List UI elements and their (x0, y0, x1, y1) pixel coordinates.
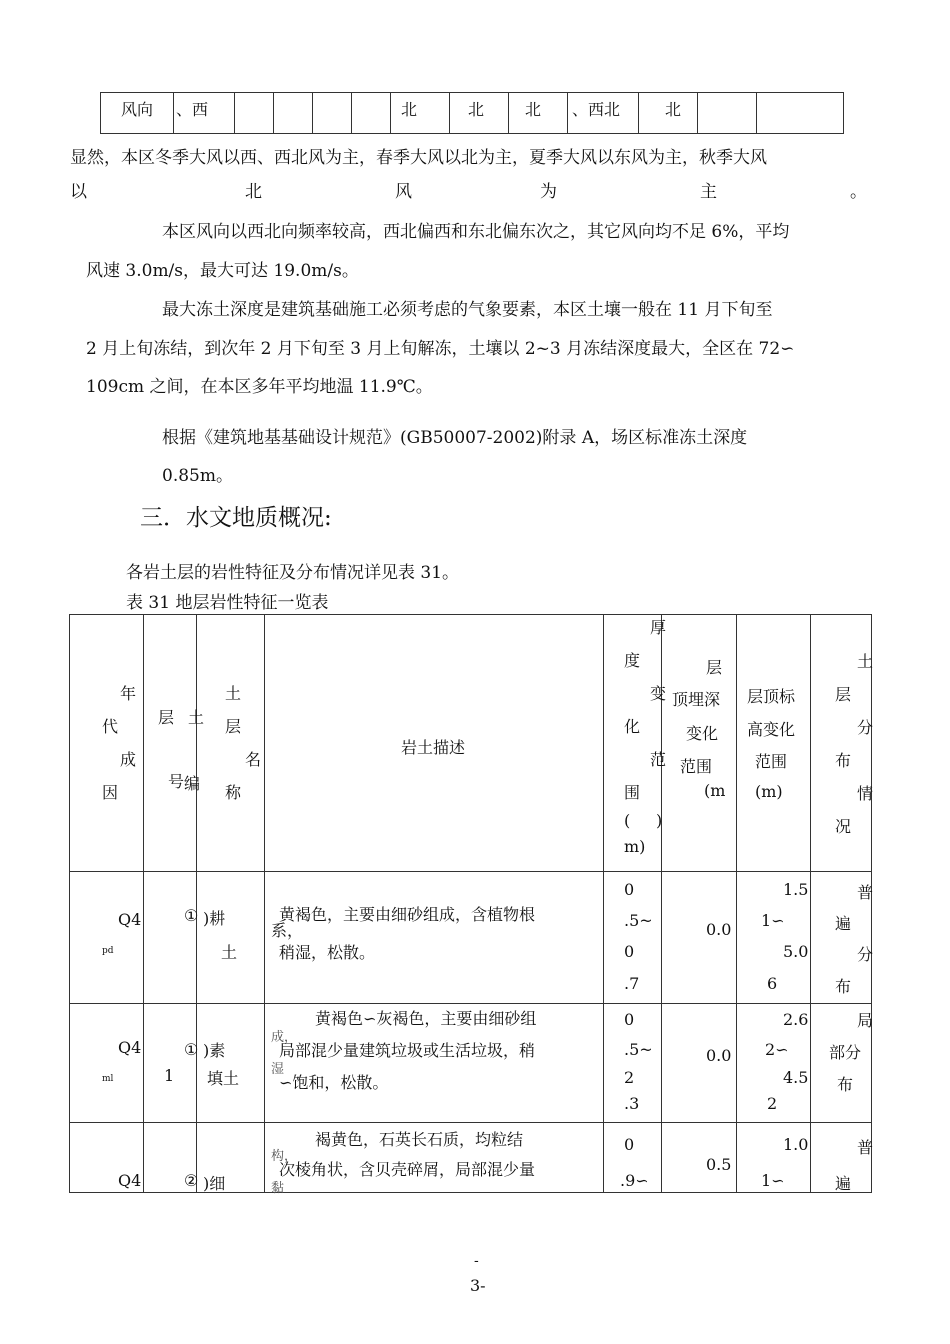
table-caption: 表 31 地层岩性特征一览表 (126, 593, 329, 613)
thickness-text: .9∽ (620, 1171, 649, 1190)
layer-no-text: 1 (164, 1066, 175, 1085)
header-layer-no (144, 615, 205, 872)
distribution-text: 布 (835, 977, 852, 996)
row-distribution (811, 1123, 872, 1193)
header-distribution-text: 布 (835, 751, 852, 770)
table-row (70, 872, 872, 1004)
elevation-text: 1∽ (761, 911, 785, 930)
header-age-text: 代 (102, 717, 119, 736)
header-thickness-text: 范 (650, 750, 667, 769)
soil-name-text: )耕 (203, 909, 226, 928)
row-distribution (811, 872, 872, 1004)
row-soil-name (184, 872, 265, 1004)
header-distribution-text: 分 (857, 718, 874, 737)
row-soil-name (184, 1123, 265, 1193)
thickness-text: 2 (624, 1068, 635, 1087)
description-text: ∽饱和，松散。 (279, 1073, 389, 1092)
table-row (70, 1004, 872, 1123)
page-marker: - (474, 1253, 479, 1269)
wind-cell (568, 93, 639, 134)
elevation-text: 2 (767, 1094, 778, 1113)
distribution-text: 布 (837, 1075, 854, 1094)
row-distribution (811, 1004, 872, 1123)
row-elevation (737, 1123, 811, 1193)
para3-line2: 2 月上旬冻结，到次年 2 月下旬至 3 月上旬解冻，土壤以 2~3 月冻结深度最大，全区在 72∽ (86, 339, 795, 359)
description-text: 褐黄色，石英长石质，均粒结 (315, 1130, 524, 1149)
description-text: 次棱角状，含贝壳碎屑，局部混少量 (279, 1160, 536, 1179)
header-layer-no-text: 编 (184, 774, 201, 793)
header-distribution-text: 土 (857, 652, 874, 671)
wind-cell (509, 93, 568, 134)
row-description (265, 1004, 604, 1123)
wind-cell-text: 、西 (176, 100, 209, 119)
header-age (70, 615, 144, 872)
header-depth-text: 变化 (686, 724, 719, 743)
elevation-text: 6 (767, 974, 778, 993)
wind-cell (639, 93, 698, 134)
wind-cell-text: 北 (468, 100, 485, 119)
wind-cell (352, 93, 391, 134)
header-thickness-text: ( (624, 811, 631, 830)
table-row (70, 1123, 872, 1193)
soil-name-text: )细 (203, 1174, 226, 1193)
header-depth (656, 615, 737, 872)
distribution-text: 普 (857, 883, 874, 902)
stratum-table (69, 614, 874, 1196)
layer-number-text: ① (184, 906, 199, 925)
header-soil-name-text: 称 (225, 783, 242, 802)
soil-name-text: 土 (221, 943, 238, 962)
thickness-text: .5~ (624, 1040, 653, 1059)
elevation-text: 1.5 (783, 880, 809, 899)
para3-line1: 最大冻土深度是建筑基础施工必须考虑的气象要素，本区土壤一般在 11 月下旬至 (162, 300, 773, 320)
para1-line2-c3: 风 (395, 182, 412, 202)
description-text: 湿 (271, 1062, 285, 1077)
wind-cell (391, 93, 450, 134)
header-elevation-text: (m) (755, 782, 783, 801)
para3-line3: 109cm 之间，在本区多年平均地温 11.9℃。 (86, 377, 433, 397)
header-distribution (811, 615, 872, 872)
age-text: Q4 (118, 910, 142, 929)
wind-cell-text: 北 (525, 100, 542, 119)
row-description (265, 1123, 604, 1196)
row-depth (662, 1123, 737, 1193)
para4-line2: 0.85m。 (162, 466, 233, 486)
row-layer-no (144, 1004, 197, 1123)
description-text: 系， (271, 921, 304, 940)
row-layer-no (144, 872, 197, 1004)
row-elevation (737, 872, 811, 1004)
elevation-text: 1∽ (761, 1171, 785, 1190)
description-text: 构， (271, 1149, 298, 1164)
age-text: Q4 (118, 1038, 142, 1057)
row-thickness (604, 1123, 662, 1193)
para1-line2-c2: 北 (245, 182, 262, 202)
wind-cell-text: 北 (401, 100, 418, 119)
row-elevation (737, 1004, 811, 1123)
wind-cell-text: 、西北 (572, 100, 621, 119)
elevation-text: 2∽ (765, 1040, 789, 1059)
thickness-text: 0 (624, 1135, 635, 1154)
row-age (70, 1004, 144, 1123)
header-description-text: 岩土描述 (401, 738, 466, 757)
para1-line2-c1: 以 (70, 182, 87, 202)
header-depth-text: 范围 (680, 757, 713, 776)
distribution-text: 普 (857, 1138, 874, 1157)
layer-number-text: ① (184, 1040, 199, 1059)
header-soil-name (197, 615, 265, 872)
soil-name-text: 填土 (207, 1069, 240, 1088)
header-layer-no-text: 土 (188, 708, 205, 727)
elevation-text: 5.0 (783, 942, 809, 961)
header-distribution-text: 层 (835, 685, 852, 704)
header-thickness-text: 厚 (650, 618, 667, 637)
header-age-text: 年 (120, 684, 137, 703)
header-age-text: 成 (120, 750, 137, 769)
thickness-text: .7 (624, 974, 640, 993)
description-text: 局部混少量建筑垃圾或生活垃圾，稍 (279, 1041, 536, 1060)
elevation-text: 1.0 (783, 1135, 809, 1154)
description-text: 成， (271, 1030, 298, 1045)
wind-cell-text: 北 (665, 100, 682, 119)
header-distribution-text: 情 (857, 784, 874, 803)
row-depth (662, 872, 737, 1004)
description-text: 稍湿，松散。 (279, 943, 376, 962)
wind-cell (757, 93, 844, 134)
thickness-text: .3 (624, 1094, 640, 1113)
wind-cell (450, 93, 509, 134)
para1-line2-c4: 为 (540, 182, 557, 202)
wind-cell (174, 93, 235, 134)
page-number: 3- (470, 1276, 486, 1295)
thickness-text: 0 (624, 942, 635, 961)
wind-cell (274, 93, 313, 134)
wind-cell (101, 93, 174, 134)
header-depth-text: 层 (706, 658, 723, 677)
distribution-text: 遍 (835, 1174, 852, 1193)
depth-text: 0.5 (706, 1155, 732, 1174)
soil-name-text: )素 (203, 1041, 226, 1060)
wind-cell (698, 93, 757, 134)
description-text: 黏 (271, 1181, 285, 1196)
para1-line2-c5: 主 (700, 182, 717, 202)
header-depth-text: (m (704, 781, 726, 800)
row-age (70, 1123, 144, 1193)
header-age-text: 因 (102, 783, 119, 802)
wind-cell-text: 风向 (121, 100, 154, 119)
thickness-text: 0 (624, 1010, 635, 1029)
elevation-text: 2.6 (783, 1010, 809, 1029)
layer-number-text: ② (184, 1171, 199, 1190)
age-text: Q4 (118, 1171, 142, 1190)
thickness-text: .5~ (624, 911, 653, 930)
header-soil-name-text: 名 (245, 750, 262, 769)
header-elevation (737, 615, 811, 872)
row-description (265, 872, 604, 1004)
header-elevation-text: 层顶标 (747, 687, 796, 706)
header-depth-text: ) (656, 811, 663, 830)
header-elevation-text: 范围 (755, 752, 788, 771)
section-heading: 三．水文地质概况: (140, 505, 332, 531)
age-sub-text: pd (102, 946, 114, 956)
header-thickness (604, 615, 667, 872)
header-soil-name-text: 土 (225, 684, 242, 703)
row-thickness (604, 1004, 662, 1123)
distribution-text: 部分 (829, 1043, 862, 1062)
row-age (70, 872, 144, 1004)
distribution-text: 分 (857, 945, 874, 964)
wind-cell (313, 93, 352, 134)
depth-text: 0.0 (706, 920, 732, 939)
header-thickness-text: 化 (624, 717, 641, 736)
header-thickness-text: m) (624, 837, 646, 856)
para1-line2-c6: 。 (850, 182, 867, 202)
wind-direction-row (101, 93, 844, 134)
header-description (265, 615, 604, 872)
wind-cell (235, 93, 274, 134)
depth-text: 0.0 (706, 1046, 732, 1065)
para2-line2: 风速 3.0m/s，最大可达 19.0m/s。 (86, 261, 359, 281)
elevation-text: 4.5 (783, 1068, 809, 1087)
row-thickness (604, 872, 662, 1004)
header-thickness-text: 变 (650, 684, 667, 703)
description-text: 黄褐色，主要由细砂组成，含植物根 (279, 905, 536, 924)
header-distribution-text: 况 (835, 817, 852, 836)
header-elevation-text: 高变化 (747, 720, 796, 739)
para2-line1: 本区风向以西北向频率较高，西北偏西和东北偏东次之，其它风向均不足 6%，平均 (162, 222, 790, 242)
header-thickness-text: 度 (624, 651, 641, 670)
row-soil-name (184, 1004, 265, 1123)
header-thickness-text: 围 (624, 783, 641, 802)
para1-line1: 显然，本区冬季大风以西、西北风为主，春季大风以北为主，夏季大风以东风为主，秋季大风 (70, 148, 767, 168)
header-layer-no-text: 层 (158, 708, 175, 727)
distribution-text: 局 (857, 1011, 874, 1030)
header-depth-text: 顶埋深 (672, 690, 721, 709)
table-header-row (70, 615, 872, 872)
distribution-text: 遍 (835, 914, 852, 933)
description-text: 黄褐色∽灰褐色，主要由细砂组 (315, 1009, 537, 1028)
header-layer-no-text: 号 (168, 772, 185, 791)
para4-line1: 根据《建筑地基基础设计规范》(GB50007-2002)附录 A，场区标准冻土深度 (162, 428, 748, 448)
header-soil-name-text: 层 (225, 717, 242, 736)
wind-direction-table (100, 92, 844, 134)
row-depth (662, 1004, 737, 1123)
thickness-text: 0 (624, 880, 635, 899)
age-sub-text: ml (102, 1074, 114, 1084)
table-intro: 各岩土层的岩性特征及分布情况详见表 31。 (126, 563, 460, 583)
